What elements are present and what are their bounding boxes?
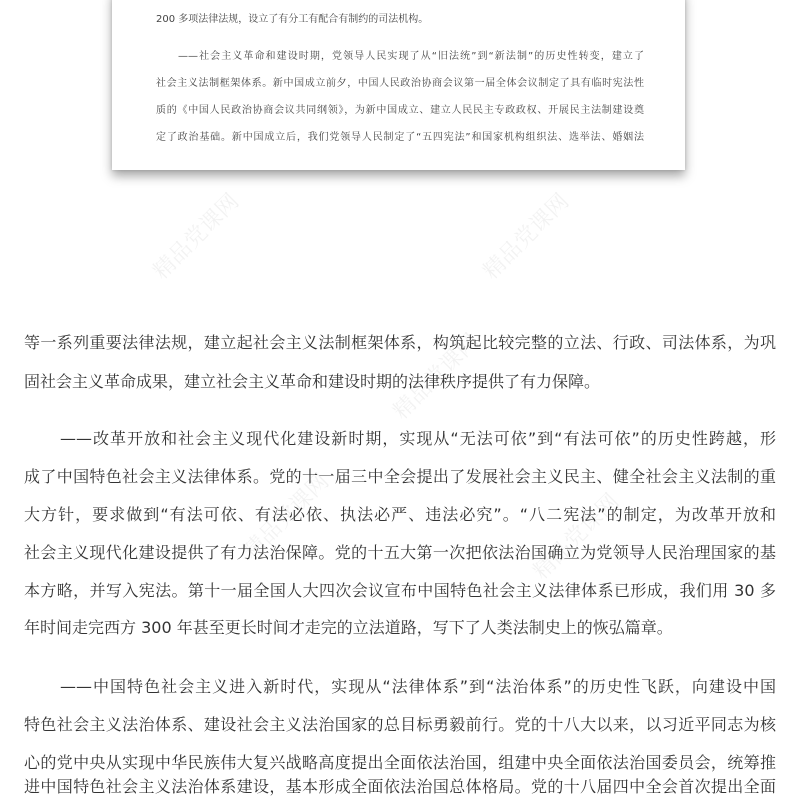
body-text-line: 心的党中央从实现中华民族伟大复兴战略高度提出全面依法治国，组建中央全面依法治国委员会，统筹推 [24,753,776,772]
body-text-line: 成了中国特色社会主义法律体系。党的十一届三中全会提出了发展社会主义民主、健全社会主义法制的重 [24,467,776,486]
body-text-line: 进中国特色社会主义法治体系建设，基本形成全面依法治国总体格局。党的十八届四中全会首次提出全面 [24,777,776,796]
card-text-line: 社会主义法制框架体系。新中国成立前夕，中国人民政治协商会议第一届全体会议制定了具有临时宪法性 [156,78,644,89]
body-text-line: 大方针，要求做到“有法可依、有法必依、执法必严、违法必究”。“八二宪法”的制定，为改革开放和 [24,505,776,524]
body-text-line: ——中国特色社会主义进入新时代，实现从“法律体系”到“法治体系”的历史性飞跃，向建设中国 [60,677,776,696]
body-text-line: 社会主义现代化建设提供了有力法治保障。党的十五大第一次把依法治国确立为党领导人民治理国家的基 [24,543,776,562]
body-text-line: 等一系列重要法律法规，建立起社会主义法制框架体系，构筑起比较完整的立法、行政、司法体系，为巩 [24,333,776,352]
watermark: 精品党课网 [478,189,575,285]
card-text-line: ——社会主义革命和建设时期，党领导人民实现了从“旧法统”到“新法制”的历史性转变，建立了 [178,51,644,62]
body-text-line: 固社会主义革命成果，建立社会主义革命和建设时期的法律秩序提供了有力保障。 [24,372,601,391]
card-text-line: 质的《中国人民政治协商会议共同纲领》，为新中国成立、建立人民民主专政政权、开展民主法制建设奠 [156,105,644,116]
watermark: 精品党课网 [528,489,625,585]
body-text-line: 年时间走完西方 300 年甚至更长时间才走完的立法道路，写下了人类法制史上的恢弘篇章。 [24,618,673,637]
watermark: 精品党课网 [388,329,485,425]
body-text-line: 本方略，并写入宪法。第十一届全国人大四次会议宣布中国特色社会主义法律体系已形成，我们用 30 多 [24,581,776,600]
body-text-line: ——改革开放和社会主义现代化建设新时期，实现从“无法可依”到“有法可依”的历史性跨越，形 [60,429,776,448]
watermark: 精品党课网 [148,189,245,285]
card-text-line: 200 多项法律法规，设立了有分工有配合有制约的司法机构。 [156,14,429,25]
body-text-line: 特色社会主义法治体系、建设社会主义法治国家的总目标勇毅前行。党的十八大以来，以习近平同志为核 [24,715,776,734]
card-text-line: 定了政治基础。新中国成立后，我们党领导人民制定了“五四宪法”和国家机构组织法、选举法、婚姻法 [156,132,644,143]
watermark: 精品党课网 [238,469,335,565]
